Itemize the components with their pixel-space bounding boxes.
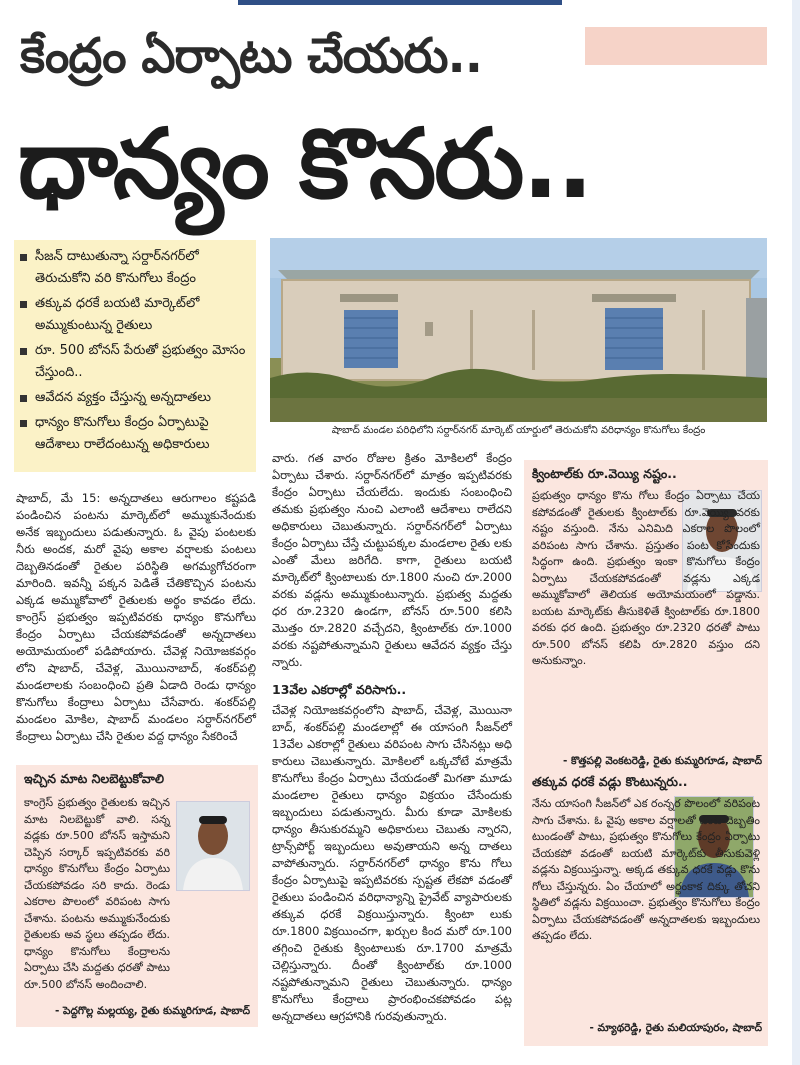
headline-line-2: ధాన్యం కొనరు..	[18, 108, 592, 220]
highlight-item: ఆవేదన వ్యక్తం చేస్తున్న అన్నదాతలు	[20, 387, 252, 409]
article-column-2	[272, 450, 512, 1025]
article-column-1	[16, 490, 256, 745]
quote-box-right	[524, 460, 768, 1046]
quote-body: నేను యాసంగి సీజన్‌లో ఎక రంన్నర పొలంలో వరిపంట సాగు చేశాను. ఓ వైపు అకాల వర్షాలతో పంట దెబ్బతిం టుండంతో పాటు, ప్రభుత్వం కొనుగోలు కేంద్రం ఏర్పాటు చేయకపో వడంతో బయటి మార్కెట్‌కు తీసుకువెళ్లి వడ్లను విక్రయిస్తున్నా. అక్కడ తక్కువ ధరకే వడ్లు కొను గోలు చేస్తున్నరు. ఏం చేయాలో అర్థంకాక దిక్కు తోచని స్థితిలో వడ్లను విక్రయించా. ప్రభుత్వం కొనుగోలు కేంద్రం ఏర్పాటు చేయకపోవడంతో అన్నదాతలకు ఇబ్బందులు తప్పడం లేదు.	[532, 797, 760, 942]
market-shed-photo	[270, 238, 767, 422]
highlight-item: సీజన్ దాటుతున్నా సర్దార్‌నగర్‌లో తెరుచుకోని వరి కొనుగోలు కేంద్రం	[20, 246, 252, 290]
bullet-square-icon	[20, 254, 27, 261]
bullet-square-icon	[20, 301, 27, 308]
bullet-square-icon	[20, 395, 27, 402]
quote-signature: - పెద్దగొల్ల మల్లయ్య, రైతు కుమ్మరిగూడ, షాబాద్	[54, 1005, 250, 1017]
headline-line-1: కేంద్రం ఏర్పాటు చేయరు..	[20, 28, 483, 84]
highlights-box	[14, 240, 256, 472]
quote-signature: - కొత్తపల్లి వెంకటరెడ్డి, రైతు కుమ్మరిగూడ, షాబాద్	[563, 755, 762, 767]
quote-box-left	[16, 765, 258, 1027]
highlight-item: తక్కువ ధరకే బయటి మార్కెట్‌లో అమ్ముకుంటున్న రైతులు	[20, 293, 252, 337]
highlight-item: రూ. 500 బోనస్ పేరుతో ప్రభుత్వం మోసం చేస్తుంది..	[20, 340, 252, 384]
header-accent	[585, 27, 767, 65]
quote-body: కాంగ్రెస్ ప్రభుత్వం రైతులకు ఇచ్చిన మాట నిలబెట్టుకో వాలి. సన్న వడ్లకు రూ.500 బోనస్ ఇస్తామని చెప్పిన సర్కార్ ఇప్పటివరకు వరి ధాన్యం కొనుగోలు కేంద్రం ఏర్పాటు చేయకపోవడం సరి కాదు. రెండు ఎకరాల పొలంలో వరిపంట సాగు చేశాను. పంటను అమ్ముకునేందుకు రైతులకు అవ స్థలు తప్పడం లేదు. ధాన్యం కొనుగోలు కేంద్రాలను ఏర్పాటు చేసి మద్దతు ధరతో పాటు రూ.500 బోనస్ అందించాలి.	[24, 796, 170, 991]
page-edge	[792, 0, 800, 1065]
photo-caption: షాబాద్ మండల పరిధిలోని సర్దార్‌నగర్ మార్కెట్ యార్డులో తెరుచుకోని వరిధాన్యం కొనుగోలు కేంద్రం	[331, 425, 706, 436]
section-subheading: 13వేల ఎకరాల్లో వరిసాగు..	[272, 682, 407, 697]
article-paragraph: చేవెళ్ల నియోజకవర్గంలోని షాబాద్, చేవెళ్ల, మొయినా బాద్, శంకర్‌పల్లి మండలాల్లో ఈ యాసంగి సీజన్‌లో 13వేల ఎకరాల్లో రైతులు వరిపంట సాగు చేసినట్లు అధి కారులు చెబుతున్నారు. మోకిలలో ఒక్కచోటే మాత్రమే కొనుగోలు కేంద్రం ఏర్పాటు చేయడంతో మిగతా మూడు మండలాల రైతులు ధాన్యం విక్రయం చేసేందుకు ఇబ్బందులు పడుతున్నారు. మీరు కూడా మోకిలకు ధాన్యం తీసుకురమ్మని అధికారులు చెబుతు న్నారని, ట్రాన్స్‌పోర్ట్ ఇబ్బందులు అవుతాయని అన్న దాతలు వాపోతున్నారు. సర్దార్‌నగర్‌లో ధాన్యం కొను గోలు కేంద్రం ఏర్పాటుపై ఇప్పటివరకు స్పష్టత లేకపో వడంతో రైతులు పండించిన వరిధాన్యాన్ని ప్రైవేట్ వ్యాపారులకు తక్కువ ధరకే విక్రయిస్తున్నారు. క్వింటా లుకు రూ.1800 విక్రయించగా, ఖర్చుల కింద మరో రూ.100 తగ్గించి రైతుకు క్వింటాలుకు రూ.1700 మాత్రమే చెల్లిస్తున్నారు. దీంతో క్వింటాల్‌కు రూ.1000 నష్టపోతున్నామని రైతులు చెబుతున్నారు. ధాన్యం కొనుగోలు కేంద్రాలు ప్రారంభించకపోవడం పట్ల అన్నదాతలు ఆగ్రహానికి గురవుతున్నారు.	[272, 703, 512, 1023]
warehouse-illustration	[270, 238, 767, 422]
top-rule	[238, 0, 562, 5]
quote-title: క్వింటాల్‌కు రూ.వెయ్యి నష్టం..	[532, 466, 677, 481]
quote-title: ఇచ్చిన మాట నిలబెట్టుకోవాలి	[24, 771, 164, 786]
highlight-item: ధాన్యం కొనుగోలు కేంద్రం ఏర్పాటుపై ఆదేశాలు రాలేదంటున్న అధికారులు	[20, 412, 252, 456]
article-paragraph: షాబాద్, మే 15: అన్నదాతలు ఆరుగాలం కష్టపడి పండించిన పంటను మార్కెట్‌లో అమ్ముకునేందుకు అనేక ఇబ్బందులు పడుతున్నారు. ఓ వైపు పంటలకు నీరు అందక, మరో వైపు అకాల వర్షాలకు పంటలు దెబ్బతినడంతో రైతుల పరిస్థితి అగమ్యగోచరంగా మారింది. ఇవన్నీ పక్కన పెడితే చేతికొచ్చిన పంటను ఎక్కడ అమ్ముకోవాలో రైతులకు అర్థం కావడం లేదు. కాంగ్రెస్ ప్రభుత్వం ఇప్పటివరకు ధాన్యం కొనుగోలు కేంద్రం ఏర్పాటు చేయకపోవడంతో అన్నదాతలు అయోమయంలో పడిపోయారు. చేవెళ్ల నియోజకవర్గం లోని షాబాద్, చేవెళ్ల, మొయినాబాద్, శంకర్‌పల్లి మండలాలకు సంబంధించి ప్రతి ఏడాది రెండు ధాన్యం కొనుగోలు కేంద్రాలు ఏర్పాటు చేసేవారు. శంకర్‌పల్లి మండలం మోకిల, షాబాద్ మండలం సర్దార్‌నగర్‌లో కేంద్రాలు ఏర్పాటు చేసి రైతుల వద్ద ధాన్యం సేకరించే	[16, 491, 256, 743]
quote-title: తక్కువ ధరకే వడ్లు కొంటున్నరు..	[532, 774, 688, 789]
quote-signature: - మ్యాథరెడ్డి, రైతు మలియాపురం, షాబాద్	[589, 1022, 762, 1034]
article-paragraph: వారు. గత వారం రోజుల క్రితం మోకిలలో కేంద్రం ఏర్పాటు చేశారు. సర్దార్‌నగర్‌లో మాత్రం ఇప్పటివరకు కేంద్రం ఏర్పాటు చేయలేదు. ఇందుకు సంబంధించి తమకు ప్రభుత్వం నుంచి ఎలాంటి ఆదేశాలు రాలేదని అధికారులు చెబుతున్నారు. సర్దార్‌నగర్‌లో ఏర్పాటు కేంద్రం ఏర్పాటు చేస్తే చుట్టుపక్కల మండలాల రైతు లకు ఎంతో మేలు జరిగేది. కాగా, రైతులు బయటి మార్కెట్‌లో క్వింటాలుకు రూ.1800 నుంచి రూ.2000 వరకు వడ్లను అమ్ముకుంటున్నారు. ప్రభుత్వ మద్దతు ధర రూ.2320 ఉండగా, బోనస్ రూ.500 కలిసి మొత్తం రూ.2820 వచ్చేదని, క్వింటాల్‌కు రూ.1000 వరకు నష్టపోతున్నామని రైతులు ఆవేదన వ్యక్తం చేస్తు న్నారు.	[272, 451, 512, 669]
bullet-square-icon	[20, 348, 27, 355]
quote-body: ప్రభుత్వం ధాన్యం కొను గోలు కేంద్రం ఏర్పాటు చేయ కపోవడంతో రైతులకు క్వింటాల్‌కు రూ.వెయ్యి వరకు నష్టం వస్తుంది. నేను ఎనిమిది ఎకరాల పొలంలో వరిపంట సాగు చేశాను. ప్రస్తుతం పంట కోసేందుకు సిద్ధంగా ఉంది. ప్రభుత్వం ఇంకా కొనుగోలు కేంద్రం ఏర్పాటు చేయకపోవడంతో వడ్లను ఎక్కడ అమ్ముకోవాలో తెలియక అయోమయంలో పడ్డాను. బయట మార్కెట్‌కు తీసుకెళితే క్వింటాల్‌కు రూ.1800 వరకు ధర ఉంది. ప్రభుత్వం రూ.2320 ధరతో పాటు రూ.500 బోనస్ కలిపి రూ.2820 వస్తుం దని అనుకున్నాం.	[532, 489, 760, 667]
person-portrait-icon	[177, 802, 249, 890]
farmer-photo	[176, 801, 250, 891]
bullet-square-icon	[20, 420, 27, 427]
